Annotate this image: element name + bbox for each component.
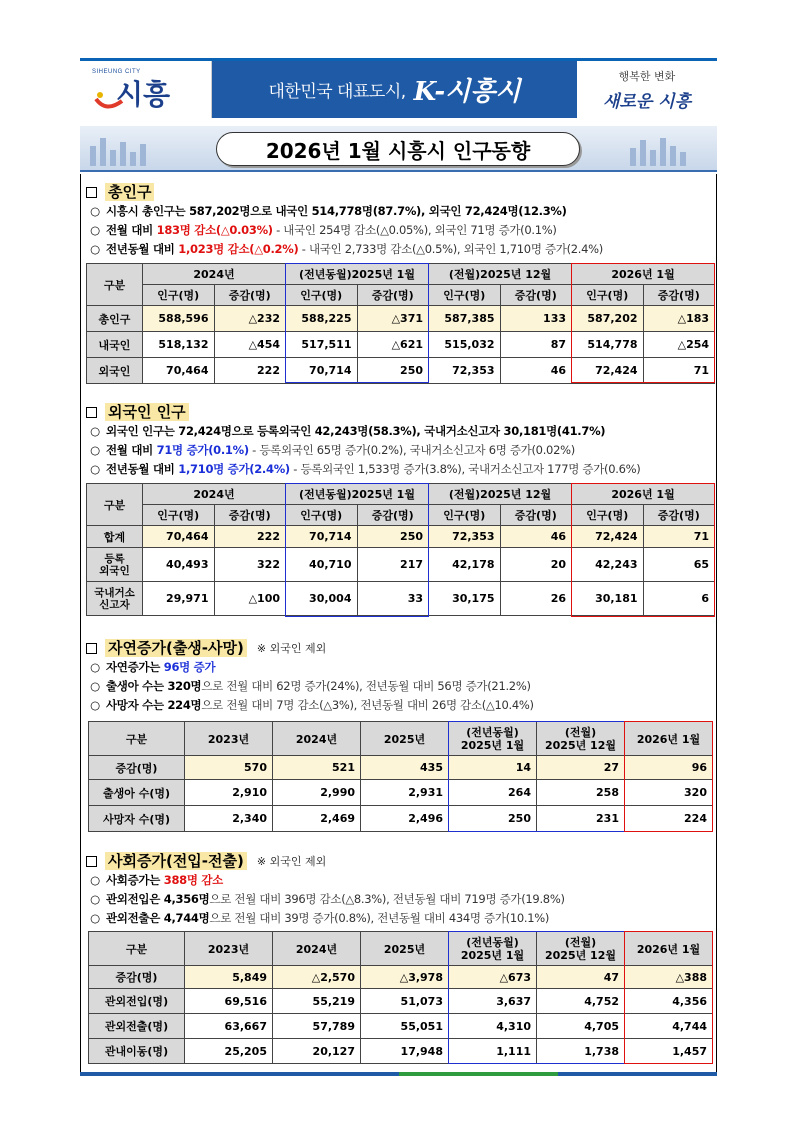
sub-header: 인구(명): [572, 505, 644, 526]
column-header: (전월) 2025년 12월: [537, 722, 625, 756]
natural-increase-table: [88, 721, 714, 832]
title-bar: [80, 126, 717, 172]
circle-bullet-icon: ○: [90, 424, 100, 438]
section-note: ※ 외국인 제외: [256, 642, 327, 655]
table-row: 관내이동(명) 25,205 20,127 17,948 1,111 1,738 1,457: [89, 1039, 713, 1064]
col-label: 구분: [89, 722, 185, 756]
group-header: (전년동월)2025년 1월: [286, 484, 429, 505]
vision-big-text: 새로운 시흥: [602, 91, 692, 112]
bullet-line: ○ 관외전출은 4,744명으로 전월 대비 39명 증가(0.8%), 전년동월 대비 434명 증가(10.1%): [84, 909, 714, 928]
slogan-text: 대한민국 대표도시,: [268, 82, 406, 102]
section-title: 외국인 인구: [105, 403, 189, 421]
vision-logo: [577, 61, 717, 118]
group-header: (전월)2025년 12월: [429, 484, 572, 505]
logo-sub-text: SIHEUNG CITY: [92, 69, 141, 75]
circle-bullet-icon: ○: [90, 223, 100, 237]
section-social-increase: [84, 851, 714, 1064]
circle-bullet-icon: ○: [90, 679, 100, 693]
table-row: 증감(명) 5,849 △2,570 △3,978 △673 47 △388: [89, 966, 713, 989]
page-title: 2026년 1월 시흥시 인구동향: [216, 132, 580, 166]
bullet-line: ○ 사회증가는 388명 감소: [84, 871, 714, 890]
total-population-table: [86, 263, 714, 384]
circle-bullet-icon: ○: [90, 443, 100, 457]
logo-main-text: 시흥: [116, 78, 171, 111]
section-header: [84, 182, 714, 202]
group-header: 2024년: [143, 484, 286, 505]
table-row: 관외전입(명) 69,516 55,219 51,073 3,637 4,752 4,356: [89, 989, 713, 1014]
column-header: 2026년 1월: [625, 932, 713, 966]
col-label: 구분: [87, 264, 143, 306]
section-title: 총인구: [105, 183, 154, 201]
circle-bullet-icon: ○: [90, 660, 100, 674]
square-bullet-icon: [86, 407, 97, 418]
table-row: 증감(명) 570 521 435 14 27 96: [89, 756, 713, 780]
group-header: (전월)2025년 12월: [429, 264, 572, 285]
sub-header: 인구(명): [286, 505, 358, 526]
column-header: 2026년 1월: [625, 722, 713, 756]
sub-header: 인구(명): [429, 285, 501, 306]
circle-bullet-icon: ○: [90, 242, 100, 256]
bullet-line: ○ 전년동월 대비 1,710명 증가(2.4%) - 등록외국인 1,533명 증가(3.8%), 국내거소신고자 177명 증가(0.6%): [84, 460, 714, 479]
section-foreign-population: [84, 402, 714, 616]
group-header: 2026년 1월: [572, 264, 715, 285]
bullet-line: ○ 출생아 수는 320명으로 전월 대비 62명 증가(24%), 전년동월 대비 56명 증가(21.2%): [84, 677, 714, 696]
bullet-line: ○ 사망자 수는 224명으로 전월 대비 7명 감소(△3%), 전년동월 대비 26명 감소(△10.4%): [84, 696, 714, 715]
vision-small-text: 행복한 변화: [618, 69, 676, 83]
sub-header: 증감(명): [357, 505, 429, 526]
bullet-line: ○ 자연증가는 96명 증가: [84, 658, 714, 677]
table-row: 합계 70,464 222 70,714 250 72,353 46 72,424 71: [87, 526, 715, 548]
bullet-line: ○ 외국인 인구는 72,424명으로 등록외국인 42,243명(58.3%), 국내거소신고자 30,181명(41.7%): [84, 422, 714, 441]
column-header: (전년동월) 2025년 1월: [449, 722, 537, 756]
square-bullet-icon: [86, 856, 97, 867]
section-total-population: [84, 182, 714, 384]
group-header: 2026년 1월: [572, 484, 715, 505]
header-banner: [80, 58, 717, 118]
sub-header: 인구(명): [286, 285, 358, 306]
table-row: 외국인 70,464 222 70,714 250 72,353 46 72,424 71: [87, 358, 715, 384]
square-bullet-icon: [86, 643, 97, 654]
sub-header: 증감(명): [500, 505, 572, 526]
table-row: 출생아 수(명) 2,910 2,990 2,931 264 258 320: [89, 780, 713, 806]
section-note: ※ 외국인 제외: [256, 855, 327, 868]
table-row: 내국인 518,132 △454 517,511 △621 515,032 87 514,778 △254: [87, 332, 715, 358]
column-header: 2024년: [273, 932, 361, 966]
col-label: 구분: [89, 932, 185, 966]
table-row: 관외전출(명) 63,667 57,789 55,051 4,310 4,705 4,744: [89, 1014, 713, 1039]
table-row: 등록 외국인 40,493 322 40,710 217 42,178 20 42,243 65: [87, 548, 715, 582]
section-title: 자연증가(출생-사망): [105, 639, 247, 657]
sub-header: 인구(명): [143, 285, 215, 306]
sub-header: 증감(명): [643, 505, 715, 526]
col-label: 구분: [87, 484, 143, 526]
circle-bullet-icon: ○: [90, 462, 100, 476]
column-header: (전월) 2025년 12월: [537, 932, 625, 966]
column-header: 2023년: [185, 932, 273, 966]
bullet-line: ○ 관외전입은 4,356명으로 전월 대비 396명 감소(△8.3%), 전년동월 대비 719명 증가(19.8%): [84, 890, 714, 909]
section-natural-increase: [84, 638, 714, 832]
group-header: (전년동월)2025년 1월: [286, 264, 429, 285]
sub-header: 증감(명): [357, 285, 429, 306]
bullet-line: ○ 전월 대비 71명 증가(0.1%) - 등록외국인 65명 증가(0.2%), 국내거소신고자 6명 증가(0.02%): [84, 441, 714, 460]
bullet-line: ○ 전월 대비 183명 감소(△0.03%) - 내국인 254명 감소(△0.05%), 외국인 71명 증가(0.1%): [84, 221, 714, 240]
table-row: 국내거소 신고자 29,971 △100 30,004 33 30,175 26 30,181 6: [87, 582, 715, 616]
bullet-line: ○ 시흥시 총인구는 587,202명으로 내국인 514,778명(87.7%), 외국인 72,424명(12.3%): [84, 202, 714, 221]
brand-text: K-시흥시: [413, 77, 521, 107]
sub-header: 인구(명): [143, 505, 215, 526]
sub-header: 인구(명): [572, 285, 644, 306]
section-header: [84, 402, 714, 422]
table-row: 총인구 588,596 △232 588,225 △371 587,385 133 587,202 △183: [87, 306, 715, 332]
column-header: 2024년: [273, 722, 361, 756]
column-header: 2025년: [361, 932, 449, 966]
section-header: [84, 638, 714, 658]
sub-header: 인구(명): [429, 505, 501, 526]
circle-bullet-icon: ○: [90, 698, 100, 712]
bullet-line: ○ 전년동월 대비 1,023명 감소(△0.2%) - 내국인 2,733명 감소(△0.5%), 외국인 1,710명 증가(2.4%): [84, 240, 714, 259]
circle-bullet-icon: ○: [90, 204, 100, 218]
circle-bullet-icon: ○: [90, 892, 100, 906]
circle-bullet-icon: ○: [90, 911, 100, 925]
footer-color-bar: [80, 1072, 717, 1076]
section-title: 사회증가(전입-전출): [105, 852, 247, 870]
section-header: [84, 851, 714, 871]
slogan-bar: [212, 61, 577, 118]
foreign-population-table: [86, 483, 714, 616]
table-row: 사망자 수(명) 2,340 2,469 2,496 250 231 224: [89, 806, 713, 832]
sub-header: 증감(명): [214, 285, 286, 306]
bar-deco-icon: [610, 132, 710, 166]
circle-bullet-icon: ○: [90, 873, 100, 887]
bar-deco-icon: [86, 132, 186, 166]
sub-header: 증감(명): [214, 505, 286, 526]
sub-header: 증감(명): [643, 285, 715, 306]
column-header: 2023년: [185, 722, 273, 756]
city-logo: [80, 61, 212, 118]
column-header: (전년동월) 2025년 1월: [449, 932, 537, 966]
square-bullet-icon: [86, 187, 97, 198]
group-header: 2024년: [143, 264, 286, 285]
social-increase-table: [88, 931, 714, 1064]
column-header: 2025년: [361, 722, 449, 756]
sub-header: 증감(명): [500, 285, 572, 306]
